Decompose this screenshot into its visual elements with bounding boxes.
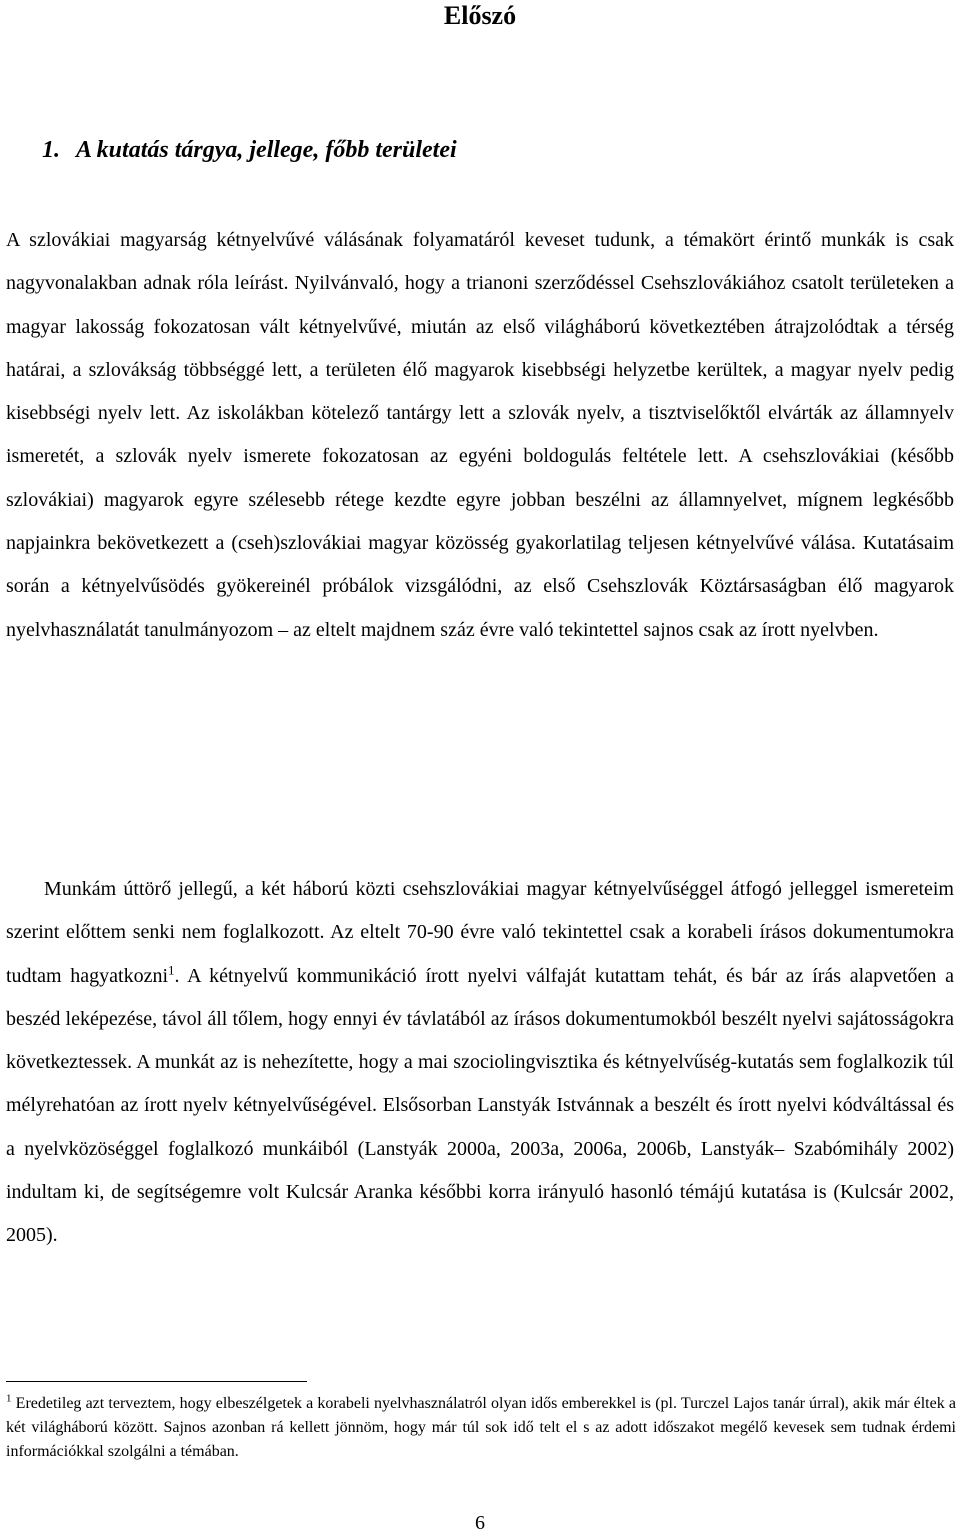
section-heading-text: A kutatás tárgya, jellege, főbb területei — [76, 137, 457, 163]
footnote-number: 1 — [6, 1392, 12, 1405]
body-paragraph-2 — [6, 868, 954, 1258]
section-heading — [42, 134, 457, 166]
body-paragraph-1: A szlovákiai magyarság kétnyelvűvé válásának folyamatáról keveset tudunk, a témakört érintő munkák is csak nagyvonalakban adnak róla leírást. Nyilvánvaló, hogy a trianoni szerződéssel Csehszlovákiához csatolt területeken a magyar lakosság fokozatosan vált kétnyelvűvé, miután az első világháború következtében átrajzolódtak a térség határai, a szlovákság többséggé lett, a területen élő magyarok kisebbségi helyzetbe kerültek, a magyar nyelv pedig kisebbségi nyelv lett. Az iskolákban kötelező tantárgy lett a szlovák nyelv, a tisztviselőktől elvárták az államnyelv ismeretét, a szlovák nyelv ismerete fokozatosan az egyéni boldogulás feltétele lett. A csehszlovákiai (később szlovákiai) magyarok egyre szélesebb rétege kezdte egyre jobban beszélni az államnyelvet, mígnem legkésőbb napjainkra bekövetkezett a (cseh)szlovákiai magyar közösség gyakorlatilag teljesen kétnyelvűvé válása. Kutatásaim során a kétnyelvűsödés gyökereinél próbálok vizsgálódni, az első Csehszlovák Köztársaságban élő magyarok nyelvhasználatát tanulmányozom – az eltelt majdnem száz évre való tekintettel sajnos csak az írott nyelvben. — [6, 229, 954, 641]
footnote-separator — [6, 1381, 307, 1382]
footnote — [6, 1392, 956, 1464]
paragraph-2-text-before-note: Munkám úttörő jellegű, a két háború közti csehszlovákiai magyar kétnyelvűséggel átfogó jelleggel ismereteim szerint előttem senki nem foglalkozott. Az eltelt 70-90 évre való tekintettel csak a korabeli írásos dokumentumokra tudtam hagyatkozni — [6, 878, 954, 987]
footnote-reference[interactable]: 1 — [168, 961, 175, 977]
section-number: 1. — [42, 137, 60, 163]
page-title: Előszó — [443, 1, 517, 30]
footnote-text: Eredetileg azt terveztem, hogy elbeszélgetek a korabeli nyelvhasználatról olyan idős emberekkel is (pl. Turczel Lajos tanár úrral), akik már éltek a két világháború között. Sajnos azonban rá kellett jönnöm, hogy már túl sok idő telt el s az adott időszakot megélő kevesek sem tudnak érdemi információkkal szolgálni a témában. — [6, 1395, 956, 1460]
page-number: 6 — [475, 1512, 485, 1534]
paragraph-2-text-after-note: . A kétnyelvű kommunikáció írott nyelvi válfaját kutattam tehát, és bár az írás alapvetően a beszéd leképezése, távol áll tőlem, hogy ennyi év távlatából az írásos dokumentumokból beszélt nyelvi sajátosságokra következtessek. A munkát az is nehezítette, hogy a mai szociolingvisztika és kétnyelvűség-kutatás sem foglalkozik túl mélyrehatóan az írott nyelv kétnyelvűségével. Elsősorban Lanstyák Istvánnak a beszélt és írott nyelvi kódváltással és a nyelvközöséggel foglalkozó munkáiból (Lanstyák 2000a, 2003a, 2006a, 2006b, Lanstyák– Szabómihály 2002) indultam ki, de segítségemre volt Kulcsár Aranka későbbi korra irányuló hasonló témájú kutatása is (Kulcsár 2002, 2005). — [6, 964, 955, 1247]
